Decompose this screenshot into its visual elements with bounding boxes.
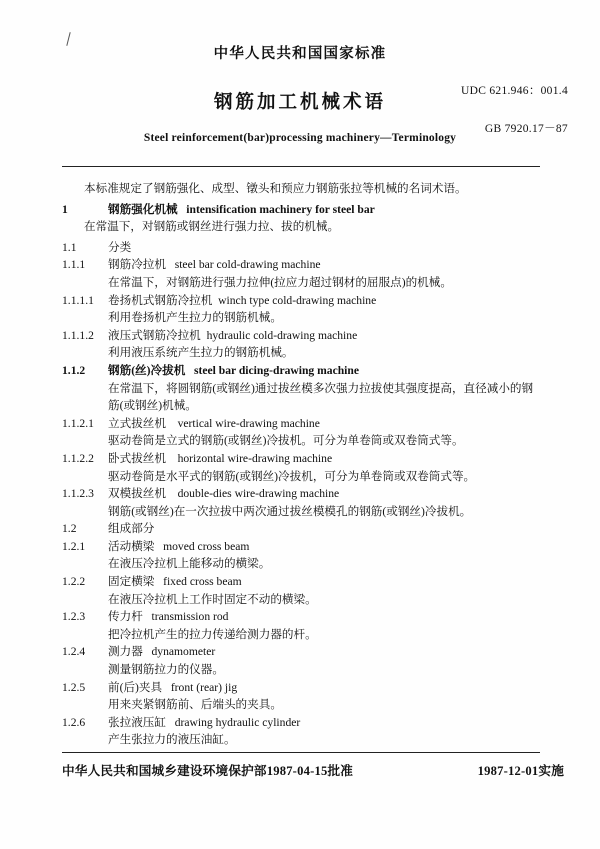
entry-number: 1.2 bbox=[62, 522, 77, 536]
entry-heading-1-1-1-2 bbox=[62, 327, 542, 345]
entry-number: 1.1.1 bbox=[62, 258, 86, 272]
entry-term-en: hydraulic cold-drawing machine bbox=[206, 328, 358, 342]
entry-term-en: double-dies wire-drawing machine bbox=[177, 487, 340, 501]
entry-term-cn: 前(后)夹具 bbox=[108, 680, 163, 694]
entry-term-cn: 液压式钢筋冷拉机 bbox=[108, 328, 201, 342]
entry-heading-1-2-1 bbox=[62, 538, 542, 556]
document-body bbox=[62, 180, 542, 749]
entry-definition: 驱动卷筒是立式的钢筋(或钢丝)冷拔机。可分为单卷筒或双卷筒式等。 bbox=[108, 434, 464, 448]
entry-definition: 驱动卷筒是水平式的钢筋(或钢丝)冷拔机，可分为单卷筒或双卷筒式等。 bbox=[108, 469, 476, 483]
entry-term-cn: 组成部分 bbox=[108, 522, 155, 536]
footer-divider bbox=[62, 752, 540, 753]
entry-term-cn: 固定横梁 bbox=[108, 575, 155, 589]
entry-term-en: steel bar dicing-drawing machine bbox=[194, 363, 359, 377]
intro-paragraph: 本标准规定了钢筋强化、成型、镦头和预应力钢筋张拉等机械的名词术语。 bbox=[84, 182, 467, 195]
entry-definition: 钢筋(或钢丝)在一次拉拔中两次通过拔丝模模孔的钢筋(或钢丝)冷拔机。 bbox=[108, 504, 472, 518]
entry-term-en: winch type cold-drawing machine bbox=[218, 293, 377, 307]
entry-heading-1-1 bbox=[62, 239, 542, 257]
udc-code: UDC 621.946：001.4 bbox=[460, 85, 568, 97]
entry-definition: 在常温下，将圆钢筋(或钢丝)通过拔丝模多次强力拉拔使其强度提高，直径减小的钢筋(或钢丝)机械。 bbox=[108, 381, 534, 413]
entry-number: 1 bbox=[62, 202, 68, 216]
entry-number: 1.2.4 bbox=[62, 645, 86, 659]
entry-number: 1.1.2.3 bbox=[62, 487, 94, 501]
entry-term-cn: 卷扬机式钢筋冷拉机 bbox=[108, 293, 213, 307]
entry-heading-1-2-2 bbox=[62, 573, 542, 591]
entry-term-cn: 立式拔丝机 bbox=[108, 416, 166, 430]
entry-term-en: horizontal wire-drawing machine bbox=[177, 451, 333, 465]
entry-heading-1-1-2-2 bbox=[62, 450, 542, 468]
gb-standard-number: GB 7920.17－87 bbox=[484, 123, 568, 135]
entry-definition: 用来夹紧钢筋前、后端头的夹具。 bbox=[108, 698, 282, 712]
entry-definition: 利用卷扬机产生拉力的钢筋机械。 bbox=[108, 311, 282, 325]
document-title-cn: 钢筋加工机械术语 bbox=[213, 93, 386, 113]
entry-number: 1.2.5 bbox=[62, 680, 86, 694]
footer-effective-date: 1987-12-01实施 bbox=[477, 764, 564, 778]
entry-definition: 在常温下，对钢筋或钢丝进行强力拉、拔的机械。 bbox=[84, 220, 340, 234]
entry-definition: 测量钢筋拉力的仪器。 bbox=[108, 663, 224, 677]
entry-term-cn: 传力杆 bbox=[108, 610, 143, 624]
entry-term-cn: 测力器 bbox=[108, 645, 143, 659]
entry-term-en: moved cross beam bbox=[163, 539, 250, 553]
entry-term-en: intensification machinery for steel bar bbox=[186, 202, 375, 216]
entry-heading-1-1-2-3 bbox=[62, 485, 542, 503]
entry-term-cn: 活动横梁 bbox=[108, 539, 155, 553]
entry-number: 1.2.6 bbox=[62, 715, 86, 729]
entry-definition: 在液压冷拉机上工作时固定不动的横梁。 bbox=[108, 592, 317, 606]
entry-term-cn: 钢筋(丝)冷拔机 bbox=[108, 363, 186, 377]
entry-number: 1.1.2 bbox=[62, 363, 86, 377]
entry-term-en: dynamometer bbox=[151, 645, 216, 659]
entry-heading-1-1-2-1 bbox=[62, 415, 542, 433]
entry-heading-1-1-1 bbox=[62, 256, 542, 274]
entry-term-cn: 分类 bbox=[108, 240, 132, 254]
entry-definition: 把冷拉机产生的拉力传递给测力器的杆。 bbox=[108, 627, 317, 641]
entry-heading-1-2-3 bbox=[62, 608, 542, 626]
entry-term-cn: 钢筋冷拉机 bbox=[108, 258, 166, 272]
entry-term-en: fixed cross beam bbox=[163, 575, 242, 589]
document-title-en: Steel reinforcement(bar)processing machinery—Terminology bbox=[143, 132, 457, 144]
entry-definition: 产生张拉力的液压油缸。 bbox=[108, 733, 236, 747]
entry-heading-1-1-2 bbox=[62, 362, 542, 380]
entry-term-en: transmission rod bbox=[151, 610, 229, 624]
entry-number: 1.1 bbox=[62, 240, 77, 254]
entry-definition: 在液压冷拉机上能移动的横梁。 bbox=[108, 557, 271, 571]
entry-term-en: steel bar cold-drawing machine bbox=[174, 258, 321, 272]
national-standard-label: 中华人民共和国国家标准 bbox=[213, 46, 387, 62]
entry-number: 1.1.2.1 bbox=[62, 416, 94, 430]
entry-definition: 利用液压系统产生拉力的钢筋机械。 bbox=[108, 346, 294, 360]
entry-heading-1-2-4 bbox=[62, 643, 542, 661]
entry-heading-1-2-5 bbox=[62, 679, 542, 697]
entry-term-en: front (rear) jig bbox=[170, 680, 238, 694]
entry-number: 1.2.2 bbox=[62, 575, 86, 589]
standard-header bbox=[0, 42, 600, 63]
entry-term-cn: 卧式拔丝机 bbox=[108, 451, 166, 465]
entry-heading-1-1-1-1 bbox=[62, 292, 542, 310]
entry-heading-1 bbox=[62, 201, 542, 219]
header-divider bbox=[62, 166, 540, 167]
entry-heading-1-2-6 bbox=[62, 714, 542, 732]
entry-number: 1.2.3 bbox=[62, 610, 86, 624]
entry-term-cn: 双模拔丝机 bbox=[108, 487, 166, 501]
entry-term-cn: 钢筋强化机械 bbox=[108, 202, 178, 216]
entry-term-cn: 张拉液压缸 bbox=[108, 715, 166, 729]
entry-number: 1.2.1 bbox=[62, 539, 86, 553]
entry-number: 1.1.1.2 bbox=[62, 328, 94, 342]
footer-issuer: 中华人民共和国城乡建设环境保护部1987-04-15批准 bbox=[62, 764, 354, 778]
entry-number: 1.1.2.2 bbox=[62, 451, 94, 465]
entry-term-en: drawing hydraulic cylinder bbox=[174, 715, 301, 729]
entry-definition: 在常温下，对钢筋进行强力拉伸(拉应力超过钢材的屈服点)的机械。 bbox=[108, 275, 452, 289]
entry-heading-1-2 bbox=[62, 520, 542, 538]
entry-term-en: vertical wire-drawing machine bbox=[177, 416, 320, 430]
entry-number: 1.1.1.1 bbox=[62, 293, 94, 307]
